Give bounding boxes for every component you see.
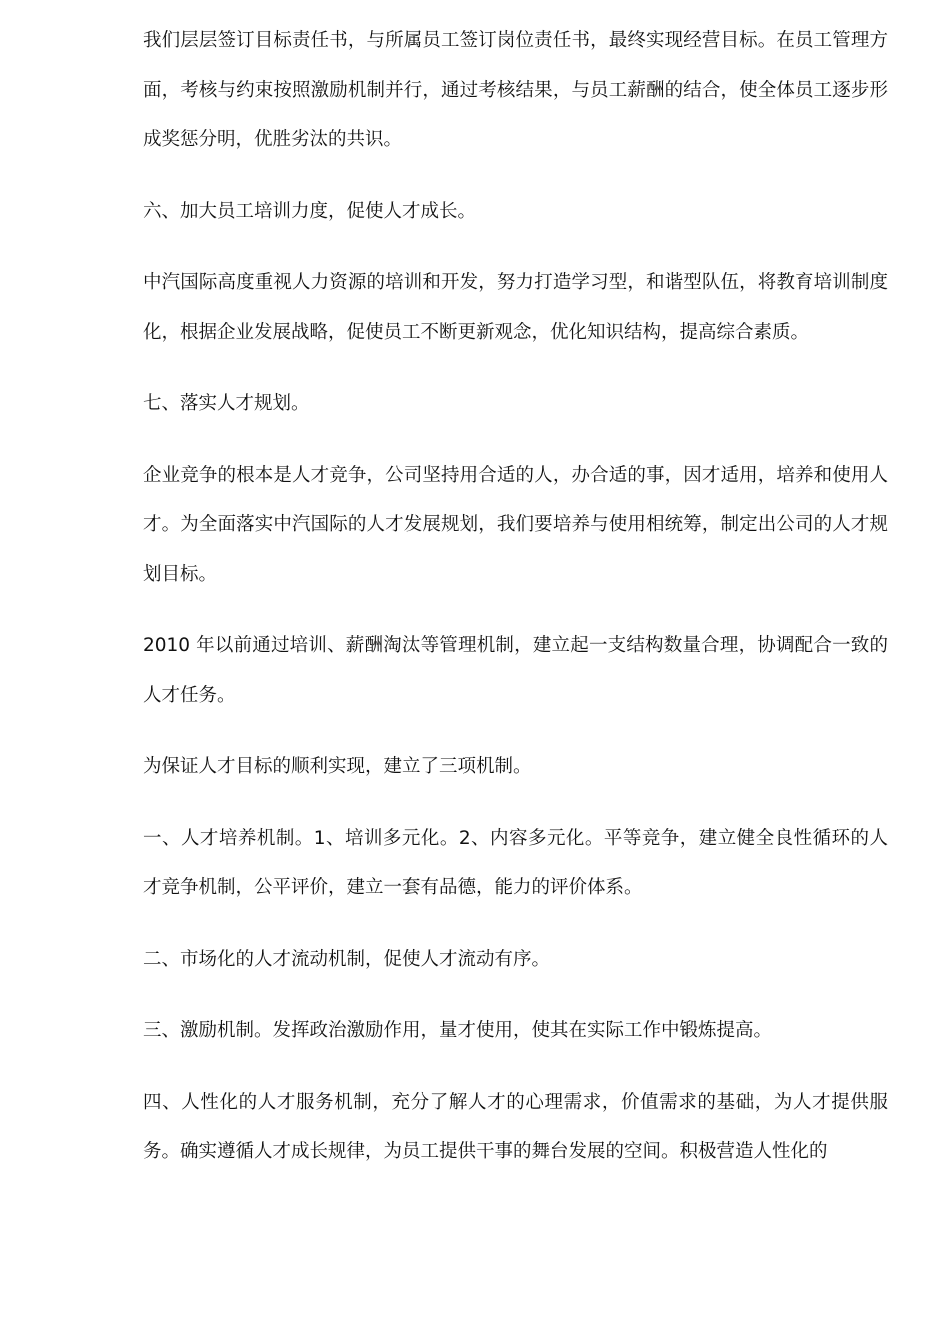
paragraph-7: 为保证人才目标的顺利实现，建立了三项机制。	[143, 756, 532, 777]
paragraph-5: 企业竞争的根本是人才竞争，公司坚持用合适的人，办合适的事，因才适用，培养和使用人才。为全面落实中汽国际的人才发展规划，我们要培养与使用相统筹，制定出公司的人才规划目标。	[143, 464, 888, 585]
paragraph-2-heading: 六、加大员工培训力度，促使人才成长。	[143, 200, 477, 222]
document-body	[143, 16, 888, 1199]
paragraph-4-heading: 七、落实人才规划。	[143, 393, 310, 414]
paragraph-6: 2010 年以前通过培训、薪酬淘汰等管理机制，建立起一支结构数量合理，协调配合一致的人才任务。	[143, 635, 888, 706]
paragraph-9: 二、市场化的人才流动机制，促使人才流动有序。	[143, 948, 551, 970]
paragraph-10: 三、激励机制。发挥政治激励作用，量才使用，使其在实际工作中锻炼提高。	[143, 1020, 773, 1041]
paragraph-8: 一、人才培养机制。1、培训多元化。2、内容多元化。平等竞争，建立健全良性循环的人才竞争机制，公平评价，建立一套有品德，能力的评价体系。	[143, 827, 888, 898]
paragraph-3: 中汽国际高度重视人力资源的培训和开发，努力打造学习型，和谐型队伍，将教育培训制度化，根据企业发展战略，促使员工不断更新观念，优化知识结构，提高综合素质。	[143, 272, 888, 343]
paragraph-1: 我们层层签订目标责任书，与所属员工签订岗位责任书，最终实现经营目标。在员工管理方面，考核与约束按照激励机制并行，通过考核结果，与员工薪酬的结合，使全体员工逐步形成奖惩分明，优胜劣汰的共识。	[143, 30, 888, 150]
paragraph-11: 四、人性化的人才服务机制，充分了解人才的心理需求，价值需求的基础，为人才提供服务。确实遵循人才成长规律，为员工提供干事的舞台发展的空间。积极营造人性化的	[143, 1091, 888, 1162]
